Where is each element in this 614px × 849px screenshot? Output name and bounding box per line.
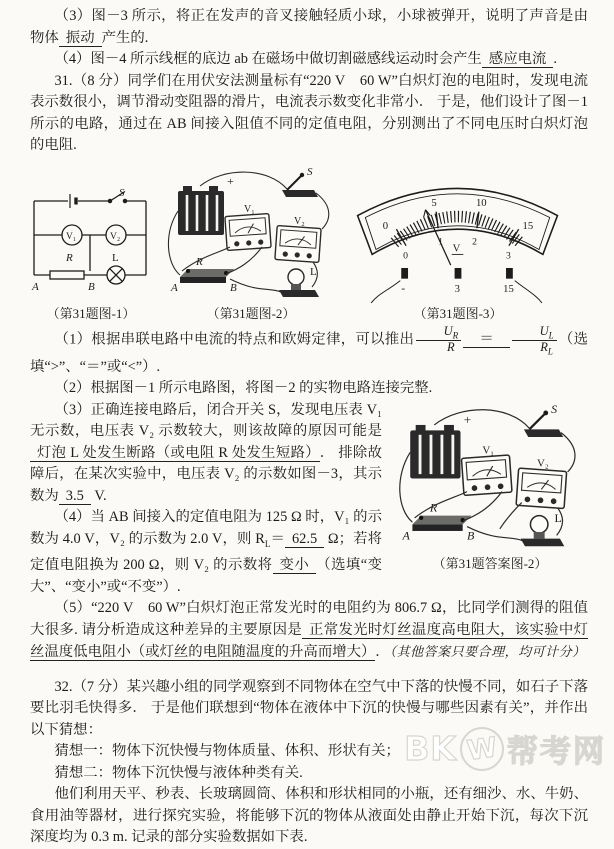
terminal-negative: [401, 267, 408, 278]
figure-31-2: [166, 165, 336, 323]
figure-31-3: [344, 165, 572, 323]
scale-inner-1: 1: [438, 236, 443, 248]
circuit-schematic-figure: [24, 187, 158, 305]
lamp-cross: [110, 268, 123, 281]
fraction-ur-over-r: [416, 325, 461, 354]
q31-p4-equals: ＝: [270, 530, 285, 547]
terminal-label-negative: -: [401, 281, 406, 295]
label-resistor: R: [196, 255, 203, 268]
question-30-part4: [30, 49, 588, 71]
question-32-closing: 他们利用天平、秒表、长玻璃圆筒、体积和形状相同的小瓶，还有细沙、水、牛奶、食用油等器材，进行探究实验，将能够下沉的物体从液面处由静止开始下沉，每次下沉深度均为 0.3 m. 记录的部分实验数据如下表.: [30, 786, 588, 846]
label-lamp: L: [310, 265, 317, 278]
grading-note: （其他答案只要合理，均可计分）: [389, 644, 586, 660]
q31-p4-text: （4）当 AB 间接入的定值电阻为 125 Ω 时，V₁ 的示数为 4.0 V，V₂ 的示数为 2.0 V，则 R: [30, 509, 382, 547]
figure-31-answer-2: [392, 402, 588, 573]
frac1-numerator: U: [443, 323, 453, 338]
question-31-intro: 31.（8 分）同学们在用伏安法测量标有“220 V 60 W”白炽灯泡的电阻时，发现电流表示数很小，调节滑动变阻器的滑片，电流表示数变化非常小． 于是，他们设计了图－1 所示的电路，通过在 AB 间接入阻值不同的定值电阻，分别测出了不同电压时白炽灯泡的电阻.: [30, 72, 588, 153]
scale-outer-5: 5: [431, 196, 437, 209]
label-lamp: L: [112, 251, 119, 264]
label-v1: V₁: [244, 203, 255, 215]
q31-p4-text2: Ω；若将定值电阻换为 200 Ω，则 V₂ 的示数将: [30, 530, 382, 574]
q31-p5-period: ．: [375, 644, 390, 661]
label-v2: V₂: [536, 457, 549, 470]
label-lamp: L: [554, 511, 562, 526]
scale-outer-10: 10: [475, 196, 487, 209]
answer-blank-change: 变小: [273, 557, 317, 574]
q30-part4-text: （4）图－4 所示线框的底边 ab 在磁场中做切割磁感线运动时会产生: [54, 51, 482, 67]
terminal-label-3: 3: [454, 282, 460, 295]
q30-part4-tail: .: [553, 51, 557, 67]
label-v1: V₁: [482, 444, 495, 457]
answer-blank-induced-current: 感应电流: [482, 51, 554, 68]
label-switch: S: [307, 165, 313, 178]
label-plus: +: [227, 173, 234, 188]
label-v2: V₂: [110, 231, 121, 242]
label-switch: S: [551, 401, 558, 416]
q31-p3-tail: V.: [94, 487, 107, 504]
question-30-part3: [30, 6, 588, 49]
figure-caption: （第31题图-1）: [46, 305, 136, 321]
label-switch: S: [119, 186, 125, 199]
switch-contact: [123, 199, 126, 202]
label-a: A: [402, 528, 410, 543]
answer-blank-reading: 3.5: [59, 488, 91, 505]
paragraph-gap: [30, 664, 588, 677]
answer-blank-fault: 灯泡 L 处发生断路（或电阻 R 处发生短路）: [30, 445, 320, 462]
switch-icon: [524, 410, 563, 436]
terminal-label-15: 15: [503, 282, 514, 295]
label-resistor: R: [66, 251, 73, 264]
label-v1: V₁: [66, 231, 77, 242]
label-plus: +: [463, 411, 472, 427]
q31-p5-text: （5）“220 V 60 W”白炽灯泡正常发光时的电阻约为 806.7 Ω，比同学们测得的阻值大很多. 请分析造成这种差异的主要原因是: [30, 600, 588, 638]
question-32-intro: 32.（7 分）某兴趣小组的同学观察到不同物体在空气中下落的快慢不同，如石子下落要比羽毛快得多． 于是他们联想到“物体在液体中下沉的快慢与哪些因素有关”，并作出以下猜想：: [30, 678, 588, 738]
answer-blank-comparison: ＝: [463, 331, 510, 348]
rl-subscript: L: [264, 538, 271, 549]
battery-icon: [410, 425, 460, 479]
figure-caption: （第31题图-3）: [413, 305, 503, 321]
resistor-icon: [50, 271, 84, 279]
q31-p3-text2: ． 排除故障后，在某次实验中，电压表 V₂ 的示数如图－3，其示数为: [30, 444, 382, 504]
voltmeter-v2-icon: [516, 468, 567, 508]
frac1-numerator-sub: R: [452, 330, 459, 340]
scale-inner-2: 2: [472, 236, 477, 248]
q30-part3-text: （3）图－3 所示，将正在发声的音叉接触轻质小球，小球被弹开，说明了声音是由物体: [30, 8, 588, 46]
label-a: A: [32, 280, 39, 293]
frac1-denominator: R: [447, 340, 455, 355]
q31-p1-text: （1）根据串联电路中电流的特点和欧姆定律，可以推出: [54, 331, 415, 348]
switch-icon: [282, 172, 318, 196]
voltmeter-v1-icon: [461, 455, 512, 495]
watermark-w-letter: W: [465, 731, 499, 766]
label-b: B: [88, 280, 95, 293]
q31-p4-tail: （选填“变大”、“变小”或“不变”）.: [30, 557, 382, 595]
frac2-numerator: U: [539, 323, 549, 338]
figure-row: [24, 161, 588, 323]
watermark-bk-text: BK: [404, 729, 457, 768]
apparatus-answer-figure: [397, 402, 583, 555]
answer-blank-resistance: 62.5: [285, 531, 324, 548]
switch-contact: [108, 199, 111, 202]
label-b: B: [230, 281, 237, 294]
label-resistor: R: [429, 500, 438, 515]
terminal-15v: [506, 267, 513, 278]
question-32-guess2: 猜想二：物体下沉快慢与液体种类有关.: [54, 764, 303, 781]
fraction-ul-over-rl: [512, 325, 557, 357]
apparatus-figure: [166, 165, 336, 305]
unit-label: V: [452, 241, 461, 254]
terminal-3v: [455, 267, 462, 278]
question-32-guess1: 猜想一：物体下沉快慢与物体质量、体积、形状有关；: [54, 743, 400, 760]
frac2-denominator: R: [540, 340, 548, 355]
watermark-cn-text: 帮考网: [507, 734, 606, 770]
q31-p3-text: （3）正确连接电路后，闭合开关 S，发现电压表 V₁ 无示数，电压表 V₂ 示数较大，则该故障的原因可能是: [30, 401, 382, 440]
figure-caption: （第31题图-2）: [206, 305, 296, 321]
label-b: B: [467, 528, 475, 543]
label-v2: V₂: [294, 215, 305, 227]
answer-blank-reason: 正常发光时灯丝温度高电阻大，该实验中灯丝温度低电阻小（或灯丝的电阻随温度的升高而增大）: [30, 621, 588, 661]
voltmeter-v2-icon: [275, 225, 321, 262]
scale-inner-3: 3: [506, 249, 511, 261]
frac2-denominator-sub: L: [547, 346, 553, 357]
label-a: A: [171, 281, 178, 294]
question-31-part1: [30, 325, 588, 379]
voltmeter-dial-figure: [344, 165, 572, 305]
voltmeter-v1-icon: [225, 213, 271, 250]
scale-outer-15: 15: [522, 219, 534, 232]
resistor-icon: [412, 516, 471, 531]
resistor-icon: [180, 269, 234, 283]
question-31-part2: （2）根据图－1 所示电路图，将图－2 的实物电路连接完整.: [54, 380, 433, 397]
figure-31-1: [24, 187, 158, 323]
q31-p1-suffix: （选填“>”、“＝”或“<”）.: [30, 331, 588, 375]
question-31-part5: [30, 598, 588, 664]
frac2-numerator-sub: L: [548, 330, 554, 340]
scale-outer-0: 0: [382, 219, 389, 232]
battery-icon: [178, 186, 224, 235]
answer-blank-vibration: 振动: [59, 30, 102, 47]
figure-caption: （第31题答案图-2）: [432, 555, 548, 571]
scale-inner-0: 0: [403, 249, 409, 261]
q30-part3-tail: 产生的.: [101, 29, 149, 46]
